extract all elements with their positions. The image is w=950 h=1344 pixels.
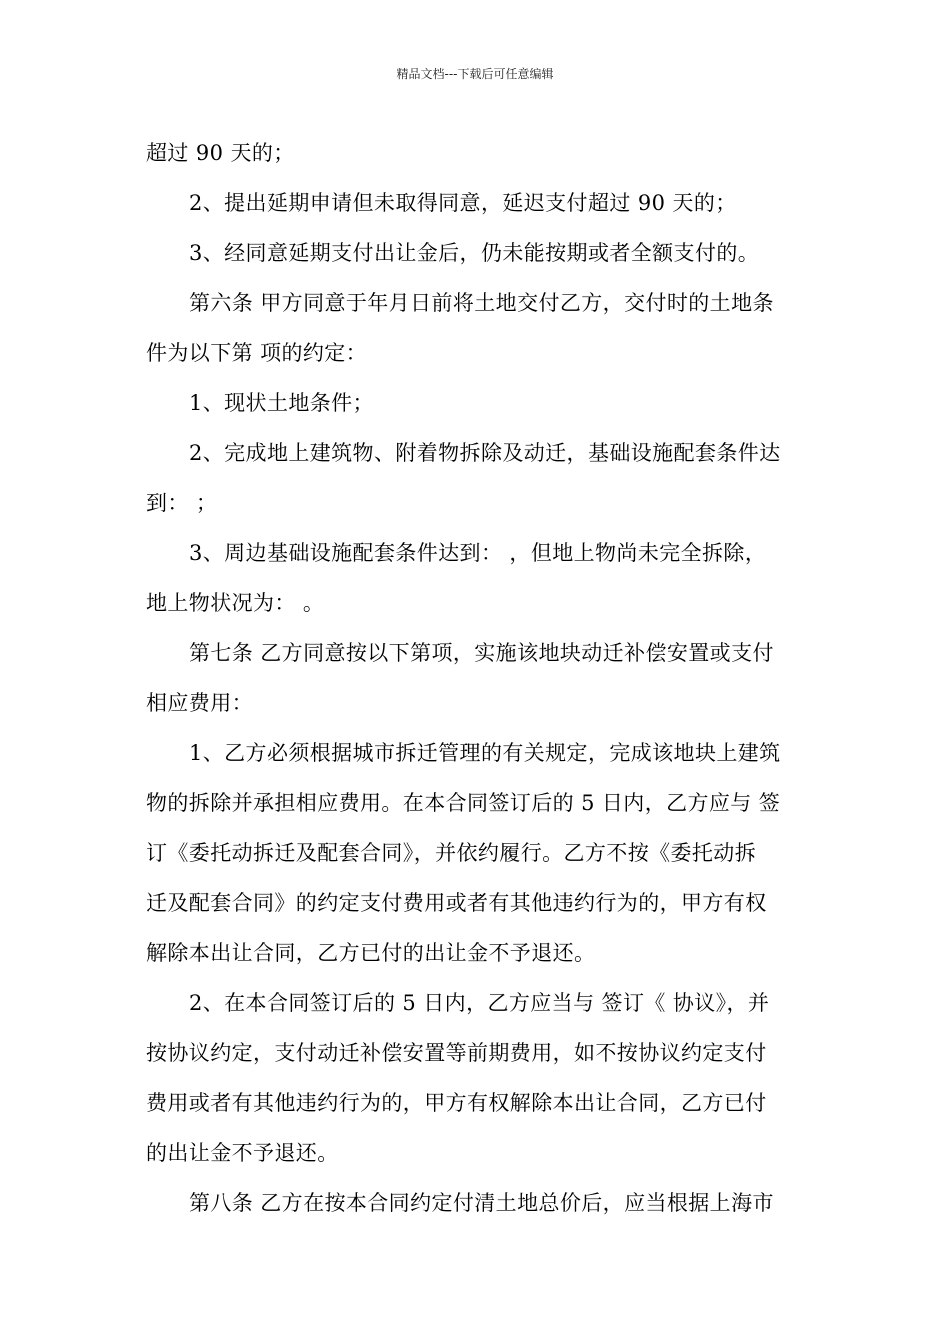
text-line: 1、乙方必须根据城市拆迁管理的有关规定，完成该地块上建筑	[189, 741, 781, 765]
text-line: 订《委托动拆迁及配套合同》，并依约履行。乙方不按《委托动拆	[146, 841, 757, 865]
text-line: 件为以下第 项的约定：	[146, 341, 368, 365]
text-line: 相应费用：	[146, 691, 253, 715]
text-line: 2、完成地上建筑物、附着物拆除及动迁，基础设施配套条件达	[189, 441, 781, 465]
text-line: 的出让金不予退还。	[146, 1141, 339, 1165]
text-line: 第八条 乙方在按本合同约定付清土地总价后，应当根据上海市	[189, 1191, 774, 1215]
text-line: 费用或者有其他违约行为的，甲方有权解除本出让合同，乙方已付	[146, 1091, 767, 1115]
text-line: 物的拆除并承担相应费用。在本合同签订后的 5 日内，乙方应与 签	[146, 791, 781, 815]
article-8-paragraph	[146, 1178, 814, 1228]
text-line: 地上物状况为： 。	[146, 591, 325, 615]
text-line: 3、经同意延期支付出让金后，仍未能按期或者全额支付的。	[189, 241, 760, 265]
text-line: 解除本出让合同，乙方已付的出让金不予退还。	[146, 941, 596, 965]
clause-item-2-paragraph	[146, 178, 814, 228]
article-7-item-2-paragraph	[146, 978, 814, 1178]
text-line: 2、提出延期申请但未取得同意，延迟支付超过 90 天的；	[189, 191, 737, 215]
clause-continuation-paragraph	[146, 128, 814, 178]
article-7-paragraph	[146, 628, 814, 728]
article-6-item-1-paragraph	[146, 378, 814, 428]
page-header-watermark: 精品文档---下载后可任意编辑	[396, 67, 554, 81]
text-line: 第六条 甲方同意于年月日前将土地交付乙方，交付时的土地条	[189, 291, 774, 315]
text-line: 2、在本合同签订后的 5 日内，乙方应当与 签订《 协议》，并	[189, 991, 770, 1015]
clause-item-3-paragraph	[146, 228, 814, 278]
text-line: 迁及配套合同》的约定支付费用或者有其他违约行为的，甲方有权	[146, 891, 767, 915]
text-line: 1、现状土地条件；	[189, 391, 374, 415]
document-body	[146, 128, 814, 1228]
article-6-paragraph	[146, 278, 814, 378]
text-line: 第七条 乙方同意按以下第项，实施该地块动迁补偿安置或支付	[189, 641, 774, 665]
text-line: 按协议约定，支付动迁补偿安置等前期费用，如不按协议约定支付	[146, 1041, 767, 1065]
text-line: 3、周边基础设施配套条件达到： ，但地上物尚未完全拆除，	[189, 541, 767, 565]
article-7-item-1-paragraph	[146, 728, 814, 978]
text-line: 超过 90 天的；	[146, 141, 295, 165]
article-6-item-3-paragraph	[146, 528, 814, 628]
text-line: 到： ；	[146, 491, 218, 515]
article-6-item-2-paragraph	[146, 428, 814, 528]
